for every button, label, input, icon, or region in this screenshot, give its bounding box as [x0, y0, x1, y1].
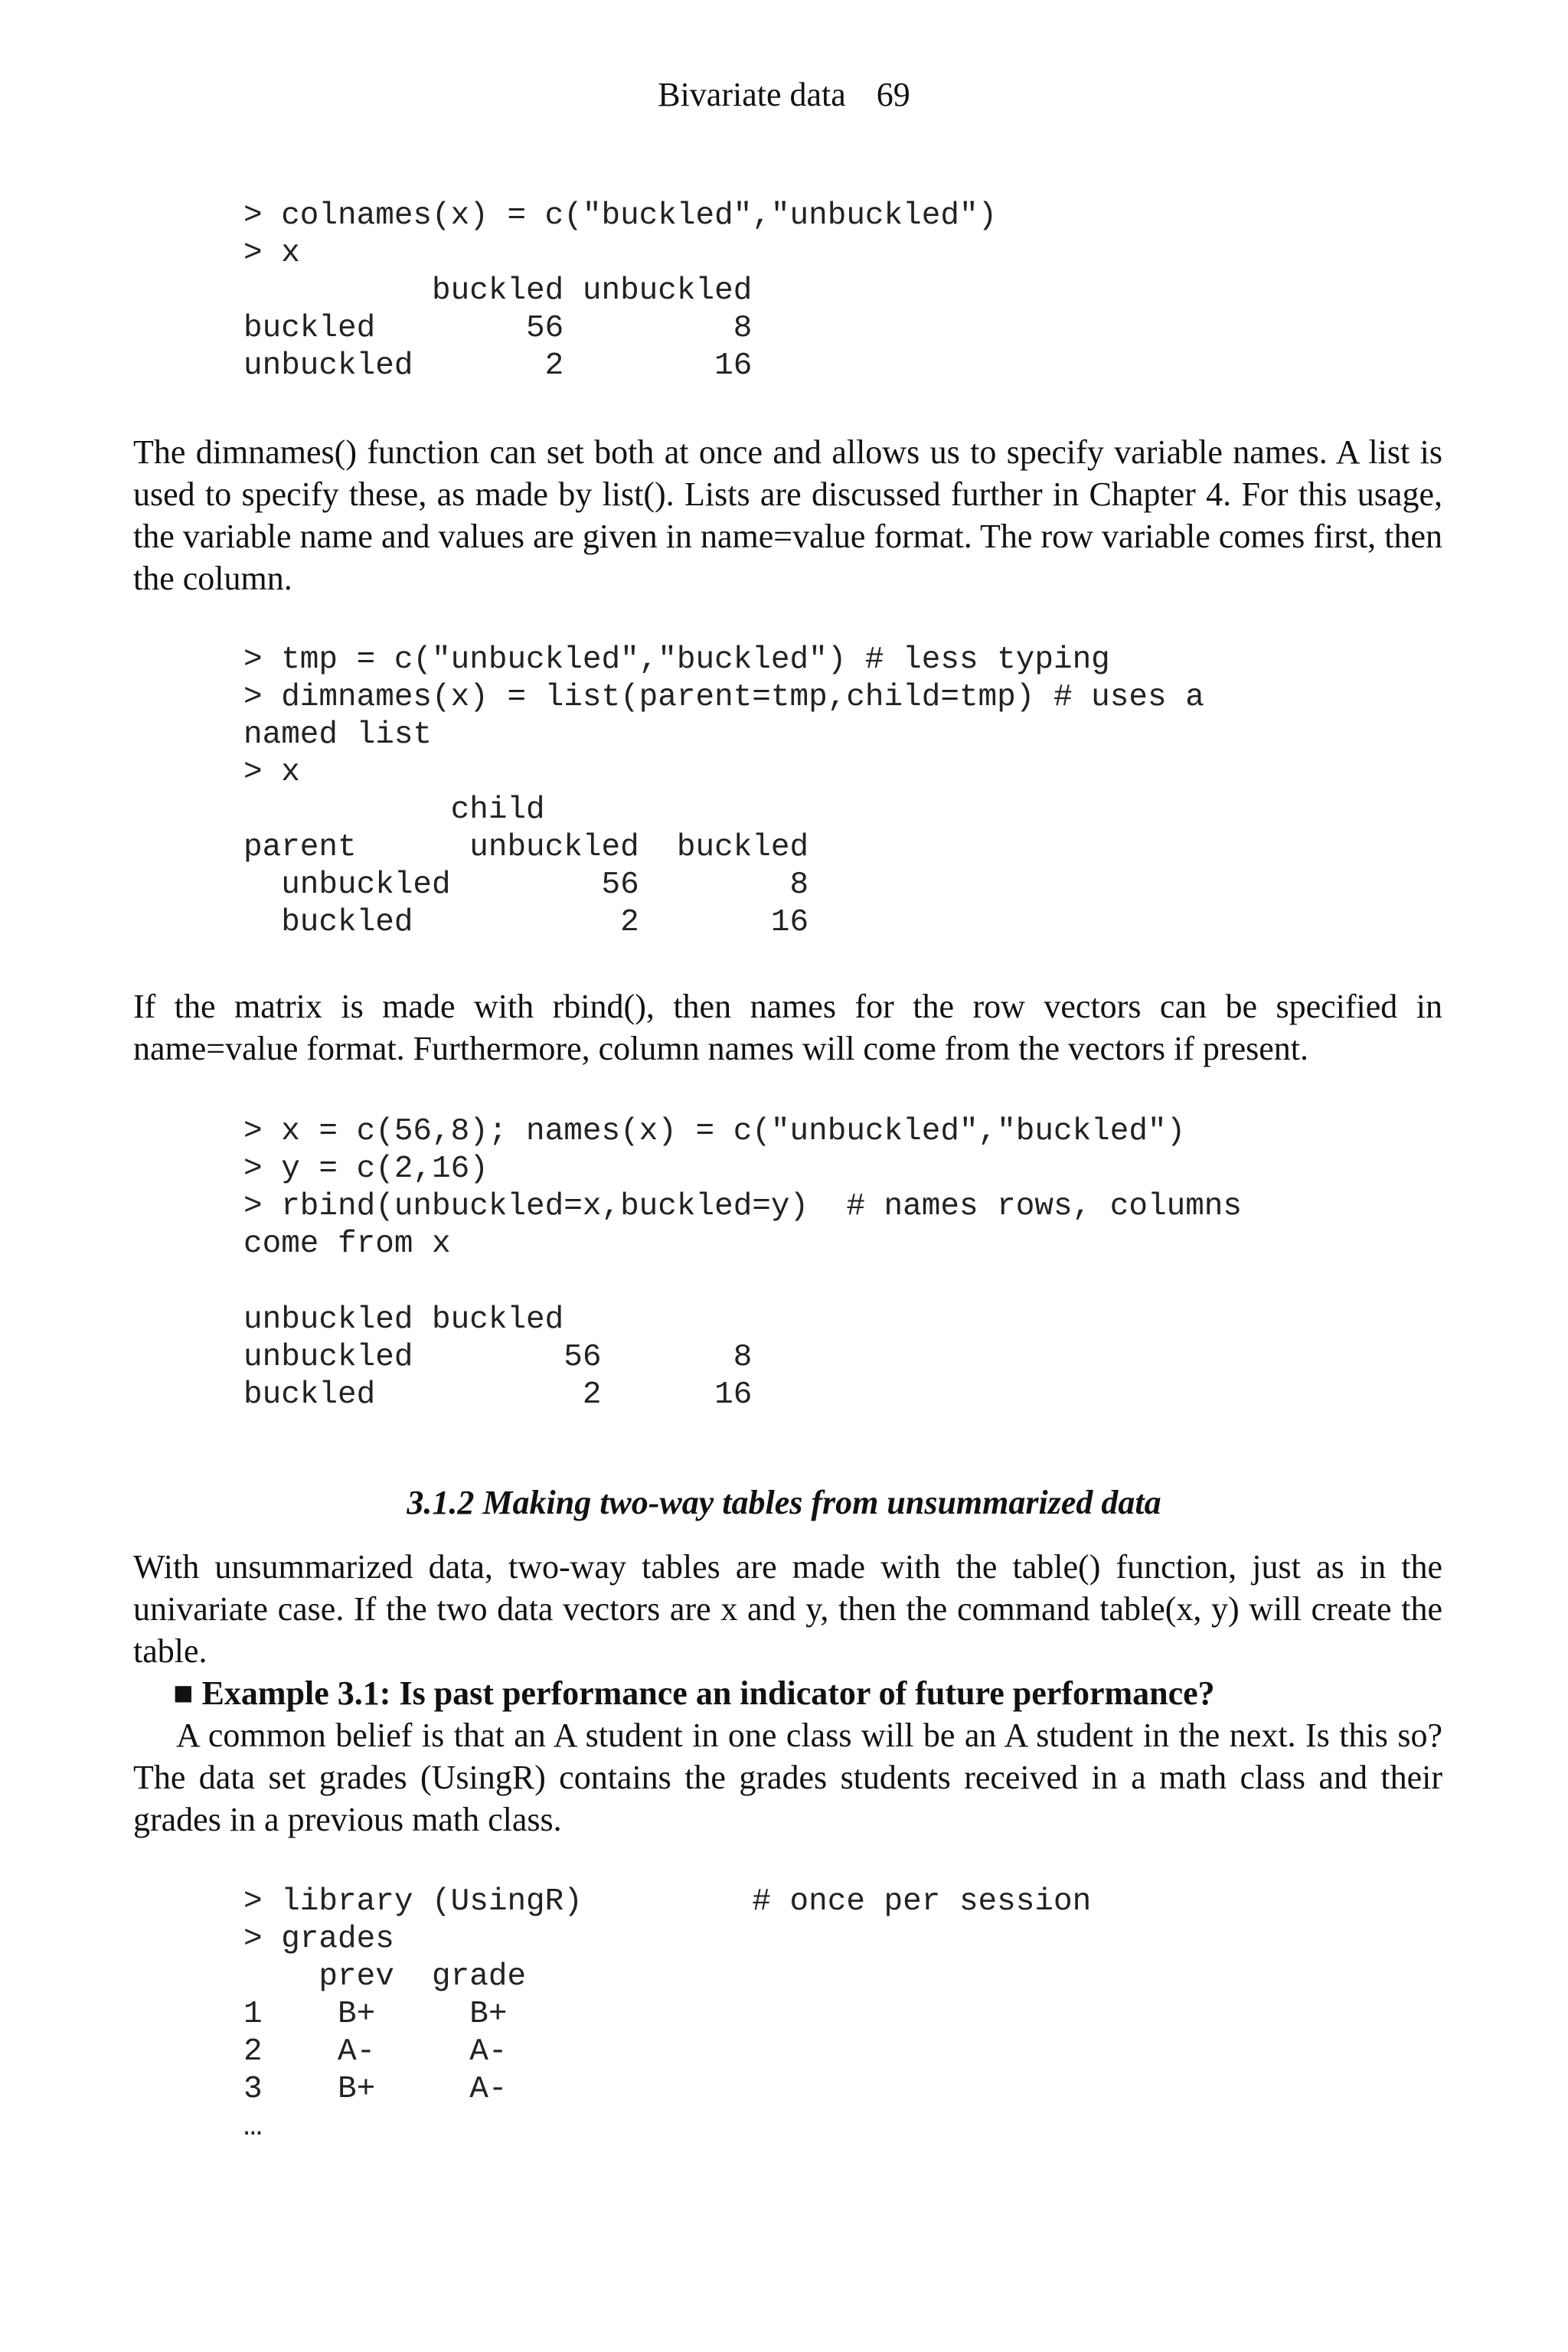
code-block-grades: > library (UsingR) # once per session > grades prev grade 1 B+ B+ 2 A- A- 3 B+ A- …	[243, 1884, 1092, 2145]
paragraph-unsummarized: With unsummarized data, two-way tables are made with the table() function, just as in the univariate case. If the two data vectors are x and y, then the command table(x, y) will create the table.	[133, 1548, 1442, 1670]
paragraph-dimnames: The dimnames() function can set both at once and allows us to specify variable names. A list is used to specify these, as made by list(). Lists are discussed further in Chapter 4. For this usage, the variable name and values are given in name=value format. The row variable comes first, then the column.	[133, 433, 1442, 597]
page-number: 69	[876, 76, 910, 113]
code-block-rbind-output: unbuckled buckled unbuckled 56 8 buckled 2 16	[243, 1302, 753, 1413]
code-block-rbind: > x = c(56,8); names(x) = c("unbuckled","buckled") > y = c(2,16) > rbind(unbuckled=x,buckled=y) # names rows, columns come from x	[243, 1114, 1243, 1262]
paragraph-example-body: A common belief is that an A student in one class will be an A student in the next. Is this so? The data set grades (UsingR) contains the grades students received in a math class and their grades in a previous math class.	[133, 1717, 1442, 1838]
section-heading: 3.1.2 Making two-way tables from unsummarized data	[407, 1484, 1161, 1521]
example-heading	[173, 1672, 1215, 1714]
running-head	[0, 74, 1568, 116]
running-head-title: Bivariate data	[658, 76, 846, 113]
code-block-colnames: > colnames(x) = c("buckled","unbuckled") > x buckled unbuckled buckled 56 8 unbuckled 2 16	[243, 198, 998, 384]
example-title: Example 3.1: Is past performance an indicator of future performance?	[201, 1674, 1215, 1712]
code-block-dimnames: > tmp = c("unbuckled","buckled") # less typing > dimnames(x) = list(parent=tmp,child=tmp) # uses a named list > x child parent unbuckled buckled unbuckled 56 8 buckled 2 16	[243, 642, 1204, 940]
paragraph-rbind: If the matrix is made with rbind(), then names for the row vectors can be specified in name=value format. Furthermore, column names will come from the vectors if present.	[133, 988, 1442, 1067]
example-marker: ■	[173, 1674, 194, 1712]
